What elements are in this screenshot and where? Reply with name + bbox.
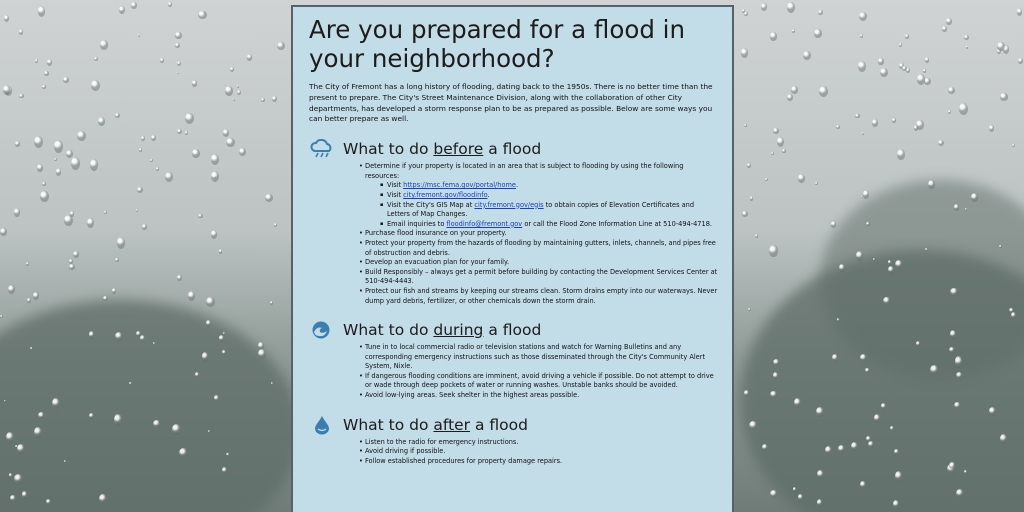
raindrop xyxy=(924,78,931,85)
list-item: • Protect your property from the hazards of flooding by maintaining gutters, inlets, channels, and pipes free of obstruction and debris. xyxy=(365,239,718,258)
section-before xyxy=(309,139,718,306)
raindrop xyxy=(831,221,836,228)
raindrop xyxy=(208,430,210,433)
raindrop xyxy=(925,57,929,63)
raindrop xyxy=(198,214,202,219)
after-list xyxy=(309,438,718,467)
raindrop xyxy=(63,77,69,83)
raindrop xyxy=(817,470,823,480)
raindrop xyxy=(4,15,9,22)
raindrop xyxy=(14,208,21,217)
raindrop xyxy=(917,74,925,85)
raindrop xyxy=(0,228,7,236)
raindrop xyxy=(19,94,23,98)
during-list xyxy=(309,343,718,401)
before-list xyxy=(309,162,718,306)
raindrop xyxy=(223,129,229,137)
raindrop xyxy=(771,152,773,155)
raindrop xyxy=(177,129,182,135)
raindrop xyxy=(34,427,42,438)
raindrop xyxy=(860,481,866,490)
list-item: • Avoid low-lying areas. Seek shelter in the highest areas possible. xyxy=(365,391,718,401)
list-item: • Follow established procedures for property damage repairs. xyxy=(365,457,718,467)
raindrop xyxy=(770,391,777,399)
raindrop xyxy=(964,35,969,41)
raindrop xyxy=(64,460,66,463)
raindrop xyxy=(815,182,818,186)
raindrop xyxy=(56,168,62,176)
raindrop xyxy=(237,85,239,87)
raindrop xyxy=(770,490,778,498)
raindrop xyxy=(874,414,880,423)
raindrop xyxy=(188,291,195,302)
raindrop xyxy=(792,29,795,33)
raindrop xyxy=(40,191,48,203)
raindrop xyxy=(168,2,172,7)
raindrop xyxy=(862,132,864,135)
raindrop xyxy=(897,149,905,160)
raindrop xyxy=(817,499,822,507)
raindrop xyxy=(38,6,45,16)
raindrop xyxy=(949,462,956,469)
raindrop xyxy=(14,474,23,483)
raindrop xyxy=(222,350,225,355)
raindrop xyxy=(863,190,869,198)
raindrop xyxy=(923,69,927,73)
raindrop xyxy=(71,157,79,169)
raindrop xyxy=(10,495,16,502)
raindrop xyxy=(748,308,751,311)
raindrop xyxy=(99,494,107,504)
raindrop xyxy=(742,211,748,218)
raindrop xyxy=(211,154,219,165)
page-title: Are you prepared for a flood in your neighborhood? xyxy=(309,15,685,73)
raindrop xyxy=(803,51,811,60)
raindrop xyxy=(818,10,822,15)
raindrop xyxy=(837,318,840,321)
raindrop xyxy=(270,301,273,305)
raindrop xyxy=(233,98,236,101)
section-after xyxy=(309,415,718,467)
raindrop xyxy=(954,402,961,409)
section-title: What to do after a flood xyxy=(343,415,528,434)
raindrop xyxy=(33,292,39,300)
raindrop xyxy=(100,40,108,49)
raindrop xyxy=(160,58,164,63)
raindrop xyxy=(225,86,233,96)
raindrop xyxy=(165,172,173,182)
raindrop xyxy=(888,260,891,265)
raindrop xyxy=(239,148,246,157)
raindrop xyxy=(836,125,840,129)
raindrop xyxy=(744,12,748,17)
raindrop xyxy=(765,178,768,181)
raindrop xyxy=(1000,93,1007,100)
list-item: ▪ Visit city.fremont.gov/floodinfo. xyxy=(387,191,718,201)
floodinfo-link[interactable]: city.fremont.gov/floodinfo xyxy=(403,190,488,199)
raindrop xyxy=(948,110,951,114)
section-during xyxy=(309,320,718,401)
raindrop xyxy=(140,335,146,342)
section-title: What to do before a flood xyxy=(343,140,542,159)
raindrop xyxy=(866,436,871,441)
raindrop xyxy=(761,3,767,11)
list-item: • Develop an evacuation plan for your family. xyxy=(365,258,718,268)
raindrop xyxy=(94,57,98,62)
raindrop xyxy=(69,264,75,271)
email-link[interactable]: floodinfo@fremont.gov xyxy=(446,219,523,228)
raindrop xyxy=(1017,8,1022,16)
raindrop xyxy=(860,354,867,362)
raindrop xyxy=(119,6,125,15)
raindrop xyxy=(838,445,845,453)
raindrop xyxy=(865,368,869,373)
wave-icon xyxy=(309,320,335,340)
raindrop xyxy=(946,18,952,25)
raindrop xyxy=(153,420,161,428)
raindrop xyxy=(999,245,1002,248)
raindrop xyxy=(77,131,85,141)
raindrop xyxy=(26,262,30,266)
section-header xyxy=(309,415,718,435)
raindrop xyxy=(206,297,215,307)
raindrop xyxy=(177,72,179,74)
raindrop xyxy=(8,285,15,294)
list-item: • If dangerous flooding conditions are imminent, avoid driving a vehicle if possible. Do not attempt to drive or wade through deep pockets of water or running washes. Unstable banks should be avoided. xyxy=(365,372,718,391)
raindrop xyxy=(274,223,277,227)
gis-map-link[interactable]: city.fremont.gov/egis xyxy=(474,200,544,209)
raindrop xyxy=(773,359,780,366)
raindrop xyxy=(741,48,747,58)
section-title: What to do during a flood xyxy=(343,321,542,340)
raindrop xyxy=(265,194,274,203)
raindrop xyxy=(787,94,793,101)
raindrop xyxy=(872,119,878,126)
raindrop xyxy=(787,2,795,14)
raindrop xyxy=(855,114,859,119)
raindrop xyxy=(139,148,141,151)
raindrop xyxy=(950,288,958,296)
raindrop xyxy=(950,330,956,339)
raindrop xyxy=(142,224,148,230)
raindrop xyxy=(37,164,43,172)
raindrop xyxy=(42,182,46,186)
raindrop xyxy=(38,412,45,419)
raindrop xyxy=(942,26,947,32)
raindrop xyxy=(858,61,866,72)
raindrop xyxy=(819,86,828,97)
raindrop xyxy=(905,34,909,38)
raindrop xyxy=(131,2,137,9)
raindrop xyxy=(959,103,968,115)
section-header xyxy=(309,320,718,340)
list-item: ▪ Email inquiries to floodinfo@fremont.gov or call the Flood Zone Information Line at 510-494-4718. xyxy=(387,220,718,230)
raindrop xyxy=(177,275,182,281)
raindrop xyxy=(782,149,785,152)
raindrop xyxy=(230,67,234,72)
raindrop xyxy=(98,117,105,126)
raindrop xyxy=(117,237,126,249)
raindrop xyxy=(112,288,116,294)
raindrop xyxy=(769,245,777,257)
raindrop xyxy=(177,61,181,66)
raindrop xyxy=(90,159,98,171)
raindrop xyxy=(816,407,824,417)
raindrop xyxy=(258,349,266,359)
raindrop xyxy=(1018,58,1023,64)
raindrop xyxy=(34,136,43,148)
list-item: • Tune in to local commercial radio or television stations and watch for Warning Bulletins and any corresponding emergency instructions such as those disseminated through the City's Community Alert System, Nixle. xyxy=(365,343,718,372)
raindrop xyxy=(141,136,144,141)
raindrop xyxy=(179,448,188,458)
raindrop xyxy=(47,59,52,66)
raindrop xyxy=(226,138,234,147)
raindrop xyxy=(868,441,874,449)
raindrop xyxy=(172,424,181,434)
raindrop xyxy=(27,298,31,303)
raindrop xyxy=(44,71,48,76)
raindrop xyxy=(206,320,211,327)
raindrop xyxy=(192,80,198,87)
raindrop xyxy=(880,68,888,77)
raindrop xyxy=(211,230,217,239)
raindrop xyxy=(895,260,902,269)
raindrop xyxy=(878,58,883,64)
raindrop xyxy=(70,211,74,216)
raindrop xyxy=(893,500,899,509)
background-hill xyxy=(0,300,300,512)
raindrop xyxy=(1000,434,1007,444)
raindrop xyxy=(791,86,798,94)
raindrop xyxy=(825,446,832,455)
raindrop xyxy=(925,248,928,251)
raindrop xyxy=(115,258,119,262)
raindrop xyxy=(15,141,20,147)
raindrop xyxy=(861,196,863,198)
raindrop xyxy=(930,365,938,375)
raindrop xyxy=(19,29,24,35)
raindrop xyxy=(222,467,227,474)
raindrop xyxy=(137,187,143,194)
raindrop xyxy=(103,296,108,301)
raindrop xyxy=(777,137,784,148)
raindrop xyxy=(770,32,778,41)
raindrop xyxy=(773,372,778,380)
raindrop xyxy=(185,131,188,135)
raindrop xyxy=(185,113,194,124)
raindrop xyxy=(989,125,994,132)
raindrop xyxy=(17,444,26,453)
raindrop xyxy=(54,158,56,161)
raindrop xyxy=(859,12,867,21)
raindrop xyxy=(219,249,223,254)
list-item: • Protect our fish and streams by keeping our streams clean. Storm drains empty into our waterways. Never dump yard debris, fertilizer, or other chemicals down the storm drain. xyxy=(365,287,718,306)
raindrop xyxy=(989,407,996,415)
raindrop xyxy=(851,442,858,452)
raindrop xyxy=(277,42,285,50)
raindrop xyxy=(66,150,74,158)
raindrop xyxy=(890,426,894,431)
raindrop xyxy=(104,211,107,214)
raindrop xyxy=(881,403,886,409)
raindrop xyxy=(42,85,46,90)
raindrop xyxy=(955,356,963,368)
raindrop xyxy=(892,118,896,122)
raindrop xyxy=(744,124,747,127)
list-item: ▪ Visit https://msc.fema.gov/portal/home. xyxy=(387,181,718,191)
raindrop xyxy=(129,382,131,385)
raindrop xyxy=(151,135,156,141)
raindrop xyxy=(54,140,63,153)
raindrop xyxy=(35,59,38,63)
raindrop xyxy=(916,120,923,130)
flood-flyer xyxy=(291,5,734,512)
raindrop xyxy=(247,54,252,61)
list-item: ▪ Visit the City's GIS Map at city.fremont.gov/egis to obtain copies of Elevation Certificates and Letters of Map Changes. xyxy=(387,201,718,220)
raindrop xyxy=(175,32,181,40)
raindrop xyxy=(747,163,752,168)
list-item: • Purchase flood insurance on your property. xyxy=(365,229,718,239)
raindrop xyxy=(198,11,206,19)
raindrop xyxy=(272,96,277,102)
raindrop xyxy=(202,352,209,362)
resource-list xyxy=(365,181,718,229)
raindrop xyxy=(1012,144,1015,147)
raindrop xyxy=(798,174,805,183)
raindrop xyxy=(150,159,152,162)
water-drop-icon xyxy=(309,415,335,435)
list-item: • Listen to the radio for emergency instructions. xyxy=(365,438,718,448)
intro-paragraph: The City of Fremont has a long history of flooding, dating back to the 1950s. There is no better time than the present to prepare. The City's Street Maintenance Division, along with the collaboration of other City departments, has developed a storm response plan to be as prepared as possible. Below are some ways you can better prepare as well. xyxy=(309,82,713,124)
raindrop xyxy=(860,34,863,38)
raindrop xyxy=(948,87,955,94)
raindrop xyxy=(888,266,894,273)
raindrop xyxy=(87,218,94,228)
raindrop xyxy=(966,45,968,48)
raindrop xyxy=(750,196,753,200)
raindrop xyxy=(261,98,265,102)
raindrop xyxy=(798,494,803,500)
raindrop xyxy=(138,34,141,38)
raindrop xyxy=(115,113,120,118)
section-header xyxy=(309,139,718,159)
raindrop xyxy=(0,315,3,318)
raindrop xyxy=(814,29,822,38)
raindrop xyxy=(156,167,159,171)
storm-cloud-icon xyxy=(309,139,335,159)
raindrop xyxy=(192,149,200,158)
raindrop xyxy=(899,43,902,47)
raindrop xyxy=(73,251,79,258)
list-item: • Avoid driving if possible. xyxy=(365,447,718,457)
list-item: • Determine if your property is located in an area that is subject to flooding by using the following resources: ▪ Visit https://msc.fema.gov/portal/home. ▪ Visit city.fremont.gov/floodinfo. ▪ Visit the City's GIS Map at city.fremont.gov/egis to obtain copies of Elevation Certificates and Letters of Map Changes. ▪ Email inquiries to floodinfo@fremont.gov or call the Flood Zone Information Line at 510-494-4718. xyxy=(365,162,718,229)
list-item: • Build Responsibly – always get a permit before building by contacting the Development Services Center at 510-494-4443. xyxy=(365,268,718,287)
raindrop xyxy=(773,128,778,134)
fema-link[interactable]: https://msc.fema.gov/portal/home xyxy=(403,181,516,190)
raindrop xyxy=(237,90,241,95)
raindrop xyxy=(938,140,944,146)
raindrop xyxy=(954,204,960,211)
raindrop xyxy=(91,80,99,91)
raindrop xyxy=(755,234,758,238)
raindrop xyxy=(175,43,179,48)
raindrop xyxy=(136,209,138,212)
